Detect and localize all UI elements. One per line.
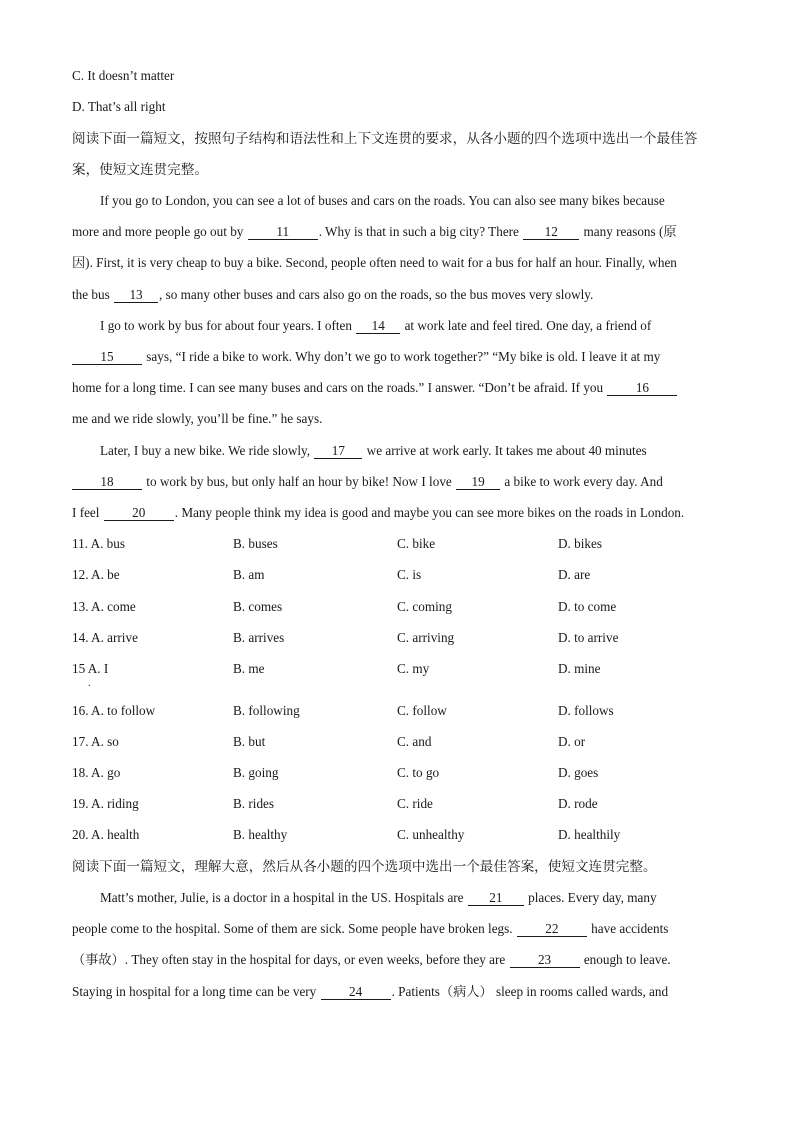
option-d: D. follows [558, 703, 614, 718]
option-a: 15 A. I [72, 661, 109, 676]
question-row [72, 764, 722, 782]
option-b: B. healthy [233, 827, 288, 842]
option-b: B. am [233, 567, 265, 582]
text-span: I feel [72, 505, 103, 520]
option-d: D. mine [558, 661, 601, 676]
p3-line3 [72, 504, 722, 522]
blank-24: 24 [321, 984, 391, 1000]
p2-line2 [72, 348, 722, 366]
option-c: C. ride [397, 796, 433, 811]
blank-17: 17 [314, 443, 362, 459]
option-d: D. bikes [558, 536, 602, 551]
blank-16: 16 [607, 380, 677, 396]
question-row [72, 795, 722, 813]
option-c: C. follow [397, 703, 447, 718]
option-a: 11. A. bus [72, 536, 125, 551]
option-d: D. healthily [558, 827, 621, 842]
p1-line4 [72, 286, 722, 304]
s2-p1-line2 [72, 920, 722, 938]
option-c: C. coming [397, 599, 452, 614]
p2-line1 [100, 317, 722, 335]
option-d: D. goes [558, 765, 599, 780]
question-row [72, 598, 722, 616]
blank-19: 19 [456, 474, 500, 490]
option-b: B. rides [233, 796, 275, 811]
text-span: . Why is that in such a big city? There [318, 224, 523, 239]
text-span: says, “I ride a bike to work. Why don’t we go to work together?” “My bike is old. I leave it at my [143, 349, 661, 364]
text-span: places. Every day, many [524, 890, 657, 905]
blank-22: 22 [517, 921, 587, 937]
option-b: B. comes [233, 599, 283, 614]
question-row [72, 826, 722, 844]
s2-p1-line3 [72, 951, 722, 969]
option-b: B. but [233, 734, 266, 749]
question-row [72, 733, 722, 751]
option-a: 17. A. so [72, 734, 119, 749]
text-span: people come to the hospital. Some of them are sick. Some people have broken legs. [72, 921, 516, 936]
blank-20: 20 [104, 505, 174, 521]
option-c: C. bike [397, 536, 436, 551]
option-b: B. me [233, 661, 265, 676]
text-span: . Patients（病人） sleep in rooms called wards, and [391, 984, 669, 999]
option-a: 12. A. be [72, 567, 120, 582]
option-a: 20. A. health [72, 827, 140, 842]
text-span: Later, I buy a new bike. We ride slowly, [100, 443, 314, 458]
section2-instruction: 阅读下面一篇短文，理解大意，然后从各小题的四个选项中选出一个最佳答案，使短文连贯完整。 [72, 859, 657, 875]
text-span: have accidents [587, 921, 669, 936]
text-span: , so many other buses and cars also go on the roads, so the bus moves very slowly. [159, 287, 594, 302]
option-a: 13. A. come [72, 599, 136, 614]
blank-18: 18 [72, 474, 142, 490]
p3-line2 [72, 473, 722, 491]
section1-instruction-line2: 案，使短文连贯完整。 [72, 162, 208, 178]
text-span: I go to work by bus for about four years. I often [100, 318, 356, 333]
option-d: D. or [558, 734, 586, 749]
text-span: the bus [72, 287, 114, 302]
question-row [72, 535, 722, 553]
text-span: many reasons (原 [580, 224, 677, 239]
q15-dot-mark: . [88, 678, 91, 689]
p1-line2 [72, 223, 722, 241]
option-c: C. and [397, 734, 432, 749]
question-row [72, 566, 722, 584]
s2-p1-line4 [72, 983, 722, 1001]
option-a: 18. A. go [72, 765, 121, 780]
p1-line3: 因). First, it is very cheap to buy a bike. Second, people often need to wait for a bus for half an hour. Finally, when [72, 255, 677, 270]
s2-p1-line1 [100, 889, 722, 907]
question-row [72, 702, 722, 720]
option-a: 19. A. riding [72, 796, 139, 811]
option-a: 16. A. to follow [72, 703, 156, 718]
text-span: to work by bus, but only half an hour by bike! Now I love [143, 474, 456, 489]
option-a: 14. A. arrive [72, 630, 138, 645]
p1-line1: If you go to London, you can see a lot of buses and cars on the roads. You can also see many bikes because [100, 193, 665, 208]
text-span: enough to leave. [580, 952, 671, 967]
text-span: a bike to work every day. And [501, 474, 663, 489]
text-span: Staying in hospital for a long time can be very [72, 984, 320, 999]
option-d: D. rode [558, 796, 598, 811]
option-c-line: C. It doesn’t matter [72, 68, 175, 83]
blank-12: 12 [523, 224, 579, 240]
option-b: B. following [233, 703, 300, 718]
blank-23: 23 [510, 952, 580, 968]
text-span: . Many people think my idea is good and maybe you can see more bikes on the roads in London. [174, 505, 685, 520]
text-span: we arrive at work early. It takes me about 40 minutes [363, 443, 647, 458]
p3-line1 [100, 442, 722, 460]
section1-instruction-line1: 阅读下面一篇短文，按照句子结构和语法性和上下文连贯的要求，从各小题的四个选项中选出一个最佳答 [72, 131, 698, 147]
option-c: C. is [397, 567, 422, 582]
text-span: Matt’s mother, Julie, is a doctor in a hospital in the US. Hospitals are [100, 890, 467, 905]
option-c: C. my [397, 661, 430, 676]
option-d: D. are [558, 567, 591, 582]
option-d-line: D. That’s all right [72, 99, 166, 114]
p2-line3 [72, 379, 722, 397]
text-span: home for a long time. I can see many buses and cars on the roads.” I answer. “Don’t be afraid. If you [72, 380, 607, 395]
blank-11: 11 [248, 224, 318, 240]
option-d: D. to arrive [558, 630, 619, 645]
p2-line4: me and we ride slowly, you’ll be fine.” he says. [72, 411, 323, 426]
option-b: B. buses [233, 536, 278, 551]
blank-15: 15 [72, 349, 142, 365]
text-span: （事故）. They often stay in the hospital for days, or even weeks, before they are [72, 952, 509, 967]
blank-14: 14 [356, 318, 400, 334]
option-c: C. arriving [397, 630, 455, 645]
option-b: B. going [233, 765, 279, 780]
option-b: B. arrives [233, 630, 285, 645]
blank-13: 13 [114, 287, 158, 303]
text-span: more and more people go out by [72, 224, 247, 239]
option-c: C. unhealthy [397, 827, 465, 842]
option-c: C. to go [397, 765, 440, 780]
question-row [72, 629, 722, 647]
blank-21: 21 [468, 890, 524, 906]
option-d: D. to come [558, 599, 617, 614]
text-span: at work late and feel tired. One day, a friend of [401, 318, 652, 333]
question-row [72, 660, 722, 678]
